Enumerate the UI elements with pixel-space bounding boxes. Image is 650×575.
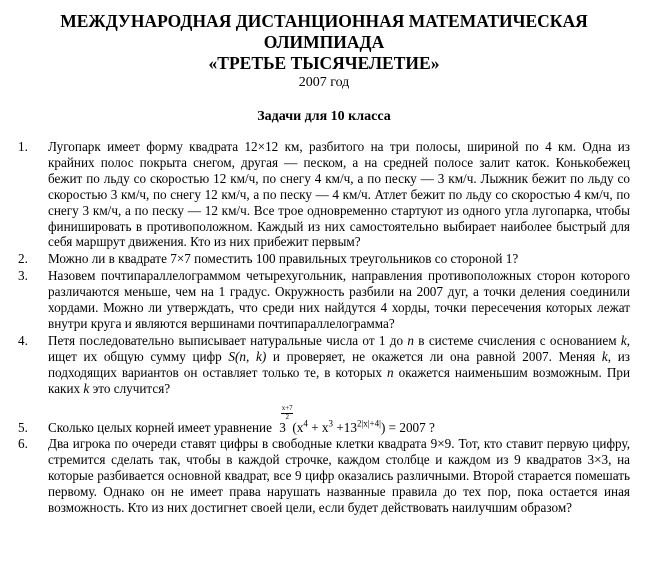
title-line-1: МЕЖДУНАРОДНАЯ ДИСТАНЦИОННАЯ МАТЕМАТИЧЕСКАЯ xyxy=(60,11,588,31)
title-line-2: ОЛИМПИАДА xyxy=(263,32,385,52)
problem-text: Петя последовательно выписывает натуральные числа от 1 до n в системе счисления с основанием k, ищет их общую сумму цифр S(n, k) и проверяет, не окажется ли она равной 2007. Меняя k, из подходящих вариантов он оставляет только те, в которых n окажется наименьшим возможным. При каких k это случится? xyxy=(48,332,631,396)
problem-item xyxy=(18,403,630,436)
variable-n: n xyxy=(386,364,394,380)
function-s: S(n, k) xyxy=(228,348,267,364)
problem-number: 1. xyxy=(18,139,28,154)
problem-text: Можно ли в квадрате 7×7 поместить 100 правильных треугольников со стороной 1? xyxy=(48,251,519,267)
problem-number: 3. xyxy=(18,268,28,284)
problem-item xyxy=(18,268,630,332)
variable-k: k xyxy=(620,332,627,348)
problem-text: Два игрока по очереди ставят цифры в свободные клетки квадрата 9×9. Тот, кто ставит первую цифру, стремится сделать так, чтобы в каждой строчке, каждом столбце и каждом из 9 квадратов 3×3, на которые разбивается основной квадрат, все 9 цифр оказались различными. Второй старается помешать первому. Однако он не имеет права нарушать названные правила до тех пор, пока остается иная возможность. Кто из них достигнет своей цели, если будет действовать наилучшим образом? xyxy=(48,436,630,516)
problem-text: Назовем почтипараллелограммом четырехугольник, направления противоположных сторон которого различаются меньше, чем на 1 градус. Окружность разбили на 2007 дуг, а точки деления соединили хордами. Можно ли утверждать, что среди них найдутся 4 хорды, точки пересечения которых лежат внутри круга и являются вершинами почтипараллелограмма? xyxy=(48,268,630,331)
year-label: 2007 год xyxy=(298,75,350,90)
problem-item xyxy=(18,333,630,397)
problem-text: Лугопарк имеет форму квадрата 12×12 км, разбитого на три полосы, шириной по 4 км. Одна из крайних полос покрыта снегом, другая — песком, а на средней полосе залит каток. Конькобежец бежит по льду со скоростью 12 км/ч, по снегу 4 км/ч, а по песку — 3 км/ч. Лыжник бежит по льду со скоростью 3 км/ч, по снегу 12 км/ч, а по песку — 4 км/ч. Атлет бежит по льду со скоростью 4 км/ч, по снегу 3 км/ч, а по песку — 12 км/ч. Все трое одновременно стартуют из одного угла лугопарка, чтобы финишировать в противоположном. Каждый из них самостоятельно выбирает наиболее быстрый для себя маршрут движения. Кто из них прибежит первым? xyxy=(48,139,630,250)
problem-number: 5. xyxy=(18,419,28,435)
variable-n: n xyxy=(407,332,414,348)
olympiad-title xyxy=(18,0,630,74)
title-line-3: «ТРЕТЬЕ ТЫСЯЧЕЛЕТИЕ» xyxy=(208,53,440,73)
problem-item xyxy=(18,139,630,250)
equation: x+7 2 3 $(x^4 + x^3 +13^{2|x|+4|}) = 2007$ ? xyxy=(279,403,435,435)
problem-number: 2. xyxy=(18,251,28,267)
grade-subtitle: Задачи для 10 класса xyxy=(257,109,391,124)
problem-text: Сколько целых корней имеет уравнение x+7 2 3 $(x^4 + x^3 +13^{2|x|+4|}) = 2007$ ? xyxy=(48,403,435,435)
variable-k: k xyxy=(83,380,90,396)
problem-list xyxy=(18,139,630,516)
problem-item xyxy=(18,251,630,267)
problem-item xyxy=(18,436,630,516)
problem-number: 4. xyxy=(18,332,28,348)
problem-number: 6. xyxy=(18,436,28,452)
variable-k: k xyxy=(601,348,608,364)
fraction-exponent: x+7 2 xyxy=(281,403,293,421)
